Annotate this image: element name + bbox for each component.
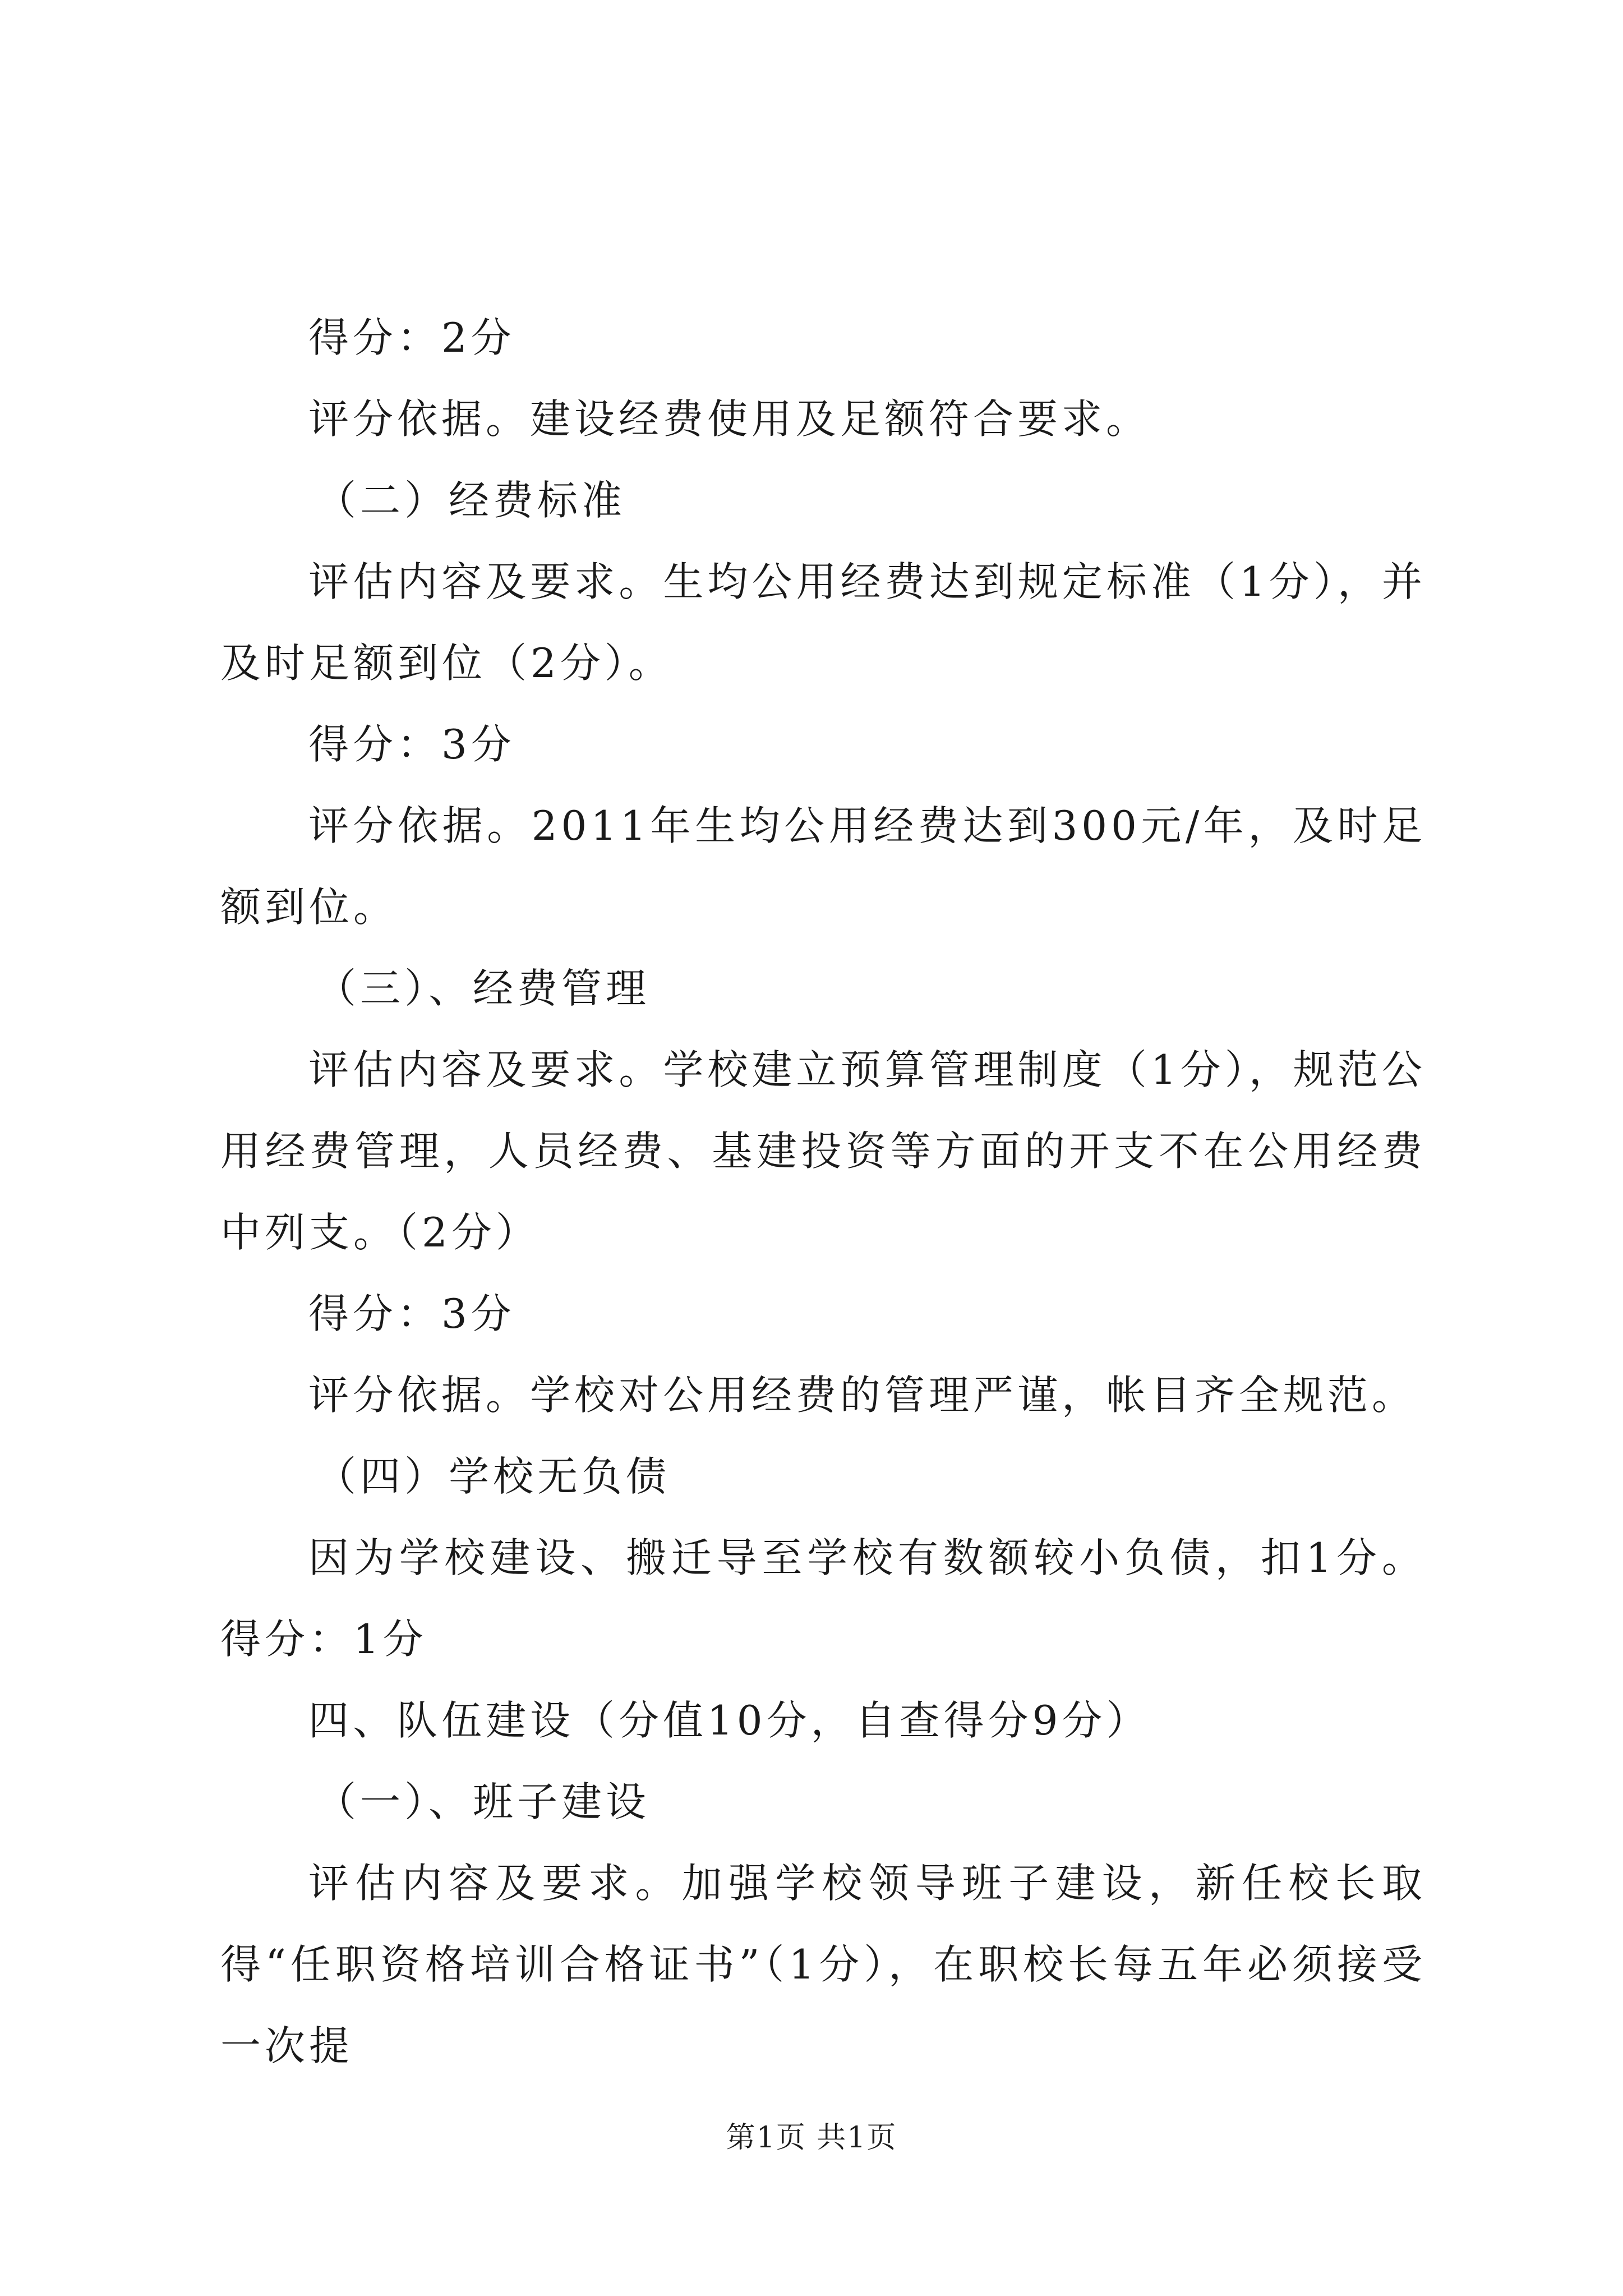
paragraph-debt-deduction: 因为学校建设、搬迁导至学校有数额较小负债，扣1分。得分：1分 [220,1534,1426,1663]
page-number-footer: 第1页 共1页 [726,2121,897,2155]
document-body [220,297,1426,2087]
paragraph-basis-accounts: 评分依据。学校对公用经费的管理严谨，帐目齐全规范。 [308,1372,1417,1419]
paragraph-score-3-b: 得分：3分 [308,1290,515,1337]
subheading-funding-standard: （二）经费标准 [316,477,626,524]
paragraph-score-3-a: 得分：3分 [308,721,515,768]
paragraph-score-2: 得分：2分 [308,314,515,361]
paragraph-requirements-budget-management: 评估内容及要求。学校建立预算管理制度（1分），规范公用经费管理，人员经费、基建投资等方面的开支不在公用经费中列支。（2分） [220,1046,1426,1256]
subheading-leadership-building: （一）、班子建设 [316,1778,651,1825]
paragraph-requirements-leadership: 评估内容及要求。加强学校领导班子建设，新任校长取得“任职资格培训合格证书”（1分），在职校长每五年必须接受一次提 [220,1860,1426,2069]
paragraph-basis-construction-funds: 评分依据。建设经费使用及足额符合要求。 [308,395,1151,443]
heading-team-building: 四、队伍建设（分值10分，自查得分9分） [308,1697,1151,1744]
paragraph-basis-2011-funding: 评分依据。2011年生均公用经费达到300元/年，及时足额到位。 [220,802,1426,931]
paragraph-requirements-funding-standard: 评估内容及要求。生均公用经费达到规定标准（1分），并及时足额到位（2分）。 [220,558,1426,687]
subheading-no-debt: （四）学校无负债 [316,1453,671,1500]
subheading-funding-management: （三）、经费管理 [316,965,651,1012]
